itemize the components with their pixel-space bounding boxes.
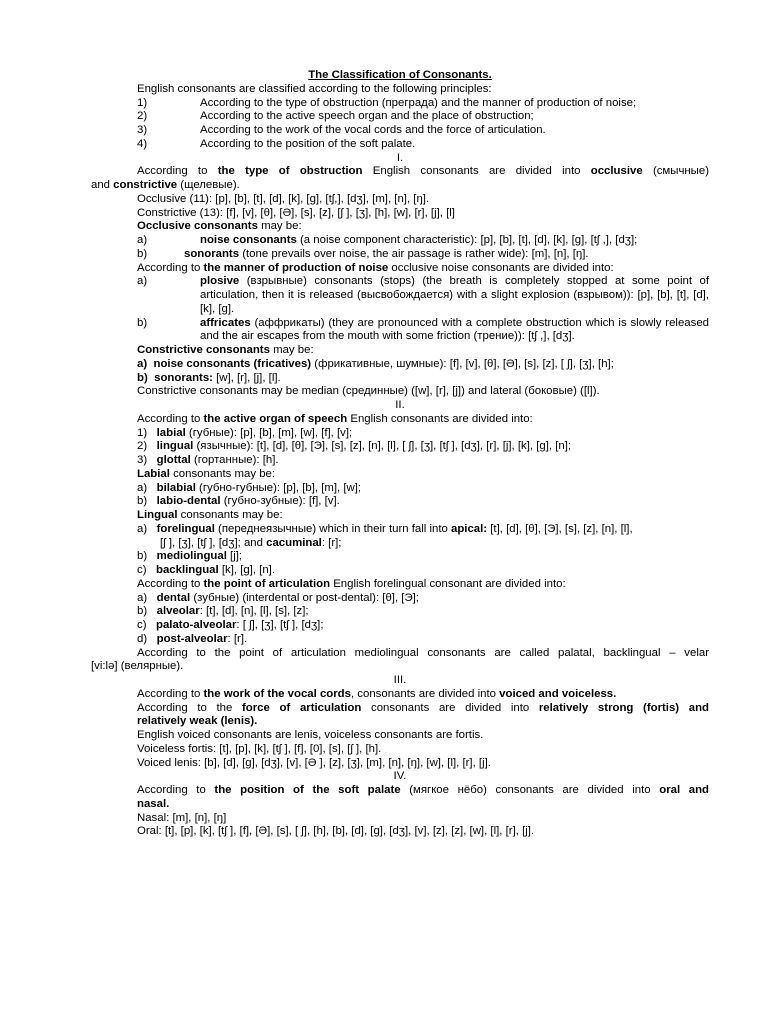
paragraph-line: and constrictive (щелевые). — [91, 179, 240, 191]
list-item: a) forelingual (переднеязычные) which in their turn fall into apical: [t], [d], [θ], [Э], [s], [z], [n], [l], — [137, 522, 633, 535]
list-item: c) palato-alveolar: [ ʃ], [ʒ], [tʃ ], [dʒ]; — [137, 619, 324, 631]
list-item: b) alveolar: [t], [d], [n], [l], [s], [z]; — [137, 605, 309, 618]
paragraph-line: Constrictive (13): [f], [v], [θ], [Ə], [s], [z], [ʃ ], [ʒ], [h], [w], [r], [j], [l] — [137, 206, 455, 219]
paragraph-line: According to the force of articulation consonants are divided into relatively strong (fortis) and — [137, 701, 709, 714]
list-item: a) noise consonants (a noise component characteristic): [p], [b], [t], [d], [k], [g], [tʃ ,], [dʒ]; — [137, 234, 638, 246]
list-item: a) plosive (взрывные) consonants (stops) (the breath is completely stopped at some point of articulation, then it is released (высвобождается) with a slight explosion (взрывом)): [p], [b], [t], [d], [k], [g]. — [137, 275, 709, 315]
list-item: c) backlingual [k], [g], [n]. — [137, 564, 276, 576]
paragraph-line: Labial consonants may be: — [137, 467, 276, 480]
paragraph-line: Constrictive consonants may be: — [137, 344, 314, 356]
list-item: b) mediolingual [j]; — [137, 550, 243, 563]
section-heading: II. — [395, 399, 405, 411]
list-item: a) bilabial (губно-губные): [p], [b], [m], [w]; — [137, 481, 362, 494]
list-item: d) post-alveolar: [r]. — [137, 632, 248, 645]
principle-item: 4) According to the position of the soft palate. — [137, 137, 416, 150]
section-heading: I. — [396, 151, 404, 164]
paragraph-line: English voiced consonants are lenis, voiceless consonants are fortis. — [137, 729, 484, 741]
list-item: 1) labial (губные): [p], [b], [m], [w], [f], [v]; — [137, 426, 353, 439]
list-item: b) sonorants (tone prevails over noise, the air passage is rather wide): [m], [n], [ŋ]. — [137, 247, 589, 260]
paragraph-line: According to the work of the vocal cords, consonants are divided into voiced and voiceless. — [137, 687, 617, 700]
section-heading: IV. — [393, 770, 407, 783]
paragraph-line: Occlusive consonants may be: — [137, 220, 302, 233]
list-item: b) sonorants: [w], [r], [j], [l]. — [137, 371, 281, 384]
paragraph-line: According to the type of obstruction English consonants are divided into occlusive (смычные) — [137, 165, 709, 178]
document-body — [91, 69, 709, 839]
list-item: 2) lingual (язычные): [t], [d], [θ], [Э], [s], [z], [n], [l], [ ʃ], [ʒ], [tʃ ], [dʒ], [r], [j], [k], [g], [n]; — [137, 440, 572, 453]
list-item: b) labio-dental (губно-зубные): [f], [v]. — [137, 495, 340, 508]
paragraph-line: [vi:lə] (велярные). — [91, 660, 184, 673]
paragraph-line: relatively weak (lenis). — [137, 715, 258, 728]
paragraph-line: Voiceless fortis: [t], [p], [k], [tʃ ], [f], [0], [s], [ʃ ], [h]. — [137, 742, 382, 755]
principle-item: 2) According to the active speech organ and the place of obstruction; — [137, 110, 534, 123]
paragraph-line: According to the active organ of speech English consonants are divided into: — [137, 412, 533, 425]
principle-item: 1) According to the type of obstruction (преграда) and the manner of production of noise; — [137, 96, 637, 109]
paragraph-line: According to the point of articulation mediolingual consonants are called palatal, backlingual – velar — [137, 646, 709, 659]
intro-line: English consonants are classified according to the following principles: — [137, 82, 492, 95]
paragraph-line: According to the position of the soft palate (мягкое нёбо) consonants are divided into oral and — [137, 784, 709, 796]
principle-item: 3) According to the work of the vocal cords and the force of articulation. — [137, 124, 546, 136]
paragraph-line: Nasal: [m], [n], [ŋ] — [137, 811, 227, 824]
paragraph-line: Constrictive consonants may be median (срединные) ([w], [r], [j]) and lateral (боковые) ([l]). — [137, 385, 600, 398]
paragraph-line: Voiced lenis: [b], [d], [g], [dʒ], [v], [Ə ], [z], [ʒ], [m], [n], [ŋ], [w], [l], [r], [j]. — [137, 756, 491, 769]
paragraph-line: According to the point of articulation English forelingual consonant are divided into: — [137, 577, 566, 590]
document-title: The Classification of Consonants. — [308, 69, 492, 81]
section-heading: III. — [393, 674, 407, 686]
list-item: 3) glottal (гортанные): [h]. — [137, 454, 279, 466]
list-item-continuation: [ʃ ], [ʒ], [tʃ ], [dʒ]; and cacuminal: [r]; — [160, 536, 342, 549]
paragraph-line: nasal. — [137, 797, 170, 810]
paragraph-line: Occlusive (11): [p], [b], [t], [d], [k], [g], [tʃ,], [dʒ], [m], [n], [ŋ]. — [137, 192, 430, 205]
list-item: b) affricates (аффрикаты) (they are pronounced with a complete obstruction which is slowly released and the air escapes from the mouth with some friction (трение)): [tʃ ,], [dʒ]. — [137, 316, 709, 343]
list-item: a) noise consonants (fricatives) (фрикативные, шумные): [f], [v], [θ], [Ə], [s], [z], [ ʃ], [ʒ], [h]; — [137, 357, 614, 370]
paragraph-line: According to the manner of production of noise occlusive noise consonants are divided into: — [137, 261, 614, 274]
list-item: a) dental (зубные) (interdental or post-dental): [θ], [Э]; — [137, 591, 419, 604]
paragraph-line: Lingual consonants may be: — [137, 509, 283, 521]
paragraph-line: Oral: [t], [p], [k], [tʃ ], [f], [Ə], [s], [ ʃ], [h], [b], [d], [g], [dʒ], [v], [z], [z], [w], [l], [r], [j]. — [137, 825, 535, 838]
